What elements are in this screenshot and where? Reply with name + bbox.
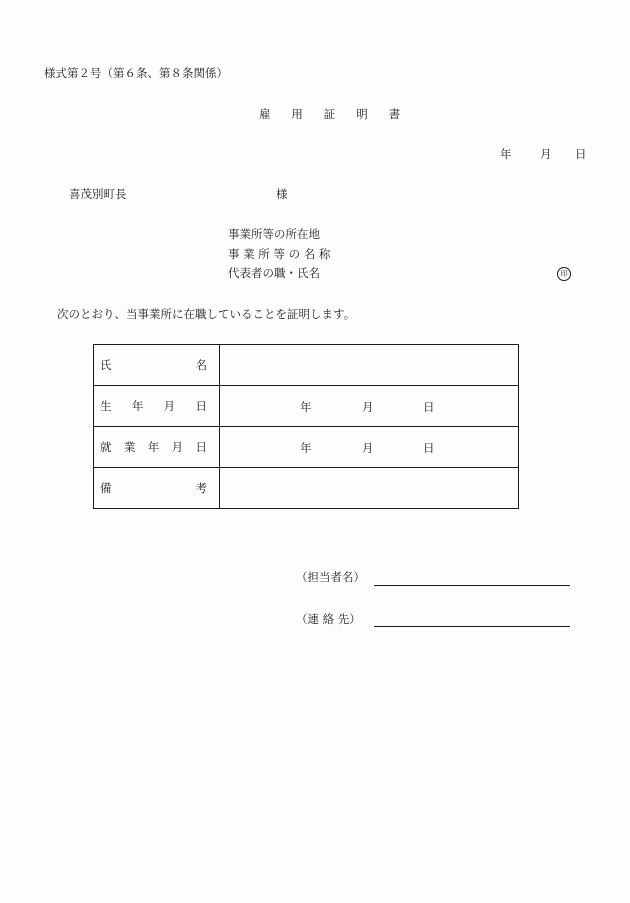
birthdate-month: 月 — [362, 400, 374, 414]
honorific: 様 — [276, 187, 288, 201]
certification-statement: 次のとおり、当事業所に在職していることを証明します。 — [57, 307, 356, 321]
certification-table — [93, 344, 519, 509]
employment-date-year: 年 — [300, 441, 312, 455]
label-remarks — [94, 468, 220, 509]
value-name[interactable] — [220, 345, 519, 386]
label-char: 月 — [163, 399, 176, 413]
contact-info-field[interactable] — [374, 626, 570, 627]
label-char: 年 — [131, 399, 144, 413]
table-row-name — [94, 345, 519, 386]
label-name — [94, 345, 220, 386]
label-char: 月 — [171, 440, 184, 454]
addressee: 喜茂別町長 — [69, 187, 127, 201]
value-remarks[interactable] — [220, 468, 519, 509]
issue-date-day: 日 — [575, 147, 587, 161]
label-char: 日 — [195, 440, 207, 454]
label-char: 考 — [195, 481, 207, 495]
label-char: 備 — [100, 481, 112, 495]
employment-date-day: 日 — [423, 441, 435, 455]
value-birthdate[interactable] — [220, 386, 519, 427]
seal-mark: 印 — [557, 267, 571, 281]
value-employment-date[interactable] — [220, 427, 519, 468]
issue-date-year: 年 — [500, 147, 512, 161]
label-birthdate — [94, 386, 220, 427]
document-title: 雇 用 証 明 書 — [259, 107, 409, 121]
form-number: 様式第２号（第６条、第８条関係） — [44, 66, 228, 80]
table-row-birthdate — [94, 386, 519, 427]
label-employment-date — [94, 427, 220, 468]
label-char: 日 — [195, 399, 207, 413]
contact-person-label: （担当者名） — [296, 570, 365, 584]
label-char: 年 — [147, 440, 160, 454]
label-char: 名 — [195, 358, 207, 372]
birthdate-day: 日 — [423, 400, 435, 414]
issue-date-month: 月 — [540, 147, 552, 161]
label-char: 氏 — [100, 358, 112, 372]
issuer-address-label: 事業所等の所在地 — [228, 227, 320, 241]
table-row-employment-date — [94, 427, 519, 468]
birthdate-year: 年 — [300, 400, 312, 414]
employment-date-month: 月 — [362, 441, 374, 455]
issuer-name-label: 事 業 所 等 の 名 称 — [228, 247, 331, 261]
contact-info-label: （連 絡 先） — [296, 612, 361, 626]
table-row-remarks — [94, 468, 519, 509]
label-char: 業 — [123, 440, 136, 454]
label-char: 就 — [100, 440, 112, 454]
issuer-representative-label: 代表者の職・氏名 — [228, 266, 320, 280]
label-char: 生 — [100, 399, 112, 413]
contact-person-field[interactable] — [374, 585, 570, 586]
